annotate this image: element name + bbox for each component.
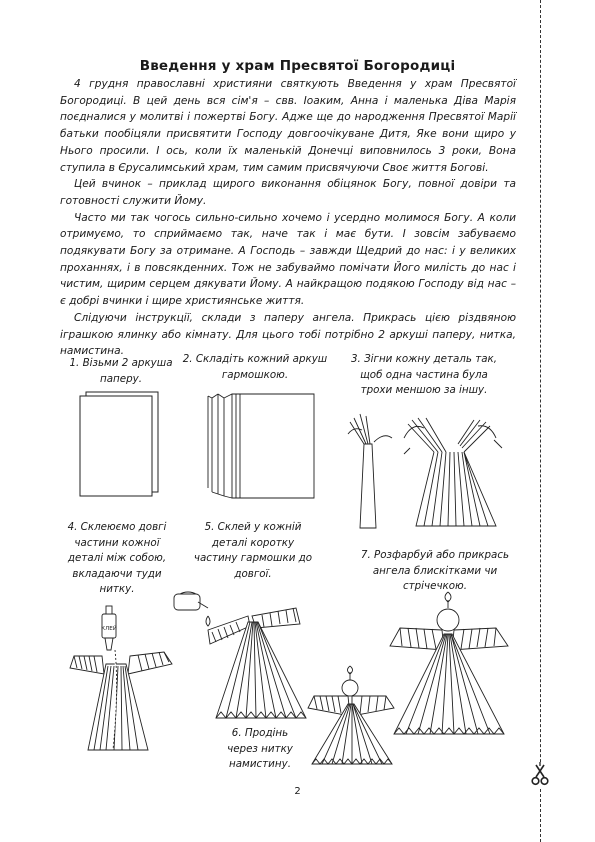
step-5-caption: 5. Склей у кожній деталі коротку частину гармошки до довгої.: [193, 521, 313, 580]
paragraph: Слідуючи інструкції, склади з паперу ангела. Прикрась цією різдвяною іграшкою ялинку або кімнату. Для цього тобі потрібно 2 аркуші паперу, нитка, намистина.: [60, 311, 516, 358]
finished-angel-illustration: [384, 590, 514, 740]
step-3-caption: 3. Зігни кожну деталь так, щоб одна частина була трохи меншою за іншу.: [350, 353, 498, 396]
step-4-caption: 4. Склеюємо довгі частини кожної деталі між собою, вкладаючи туди нитку.: [67, 521, 167, 595]
step-7-caption: 7. Розфарбуй або прикрась ангела блискітками чи стрічечкою.: [360, 549, 510, 592]
page-number: 2: [294, 786, 301, 797]
article-text: [60, 76, 516, 360]
step-1-caption: 1. Візьми 2 аркуша паперу.: [69, 357, 173, 385]
step-2-caption: 2. Складіть кожний аркуш гармошкою.: [182, 353, 328, 381]
folded-paper-illustration: [206, 388, 322, 503]
bending-parts-illustration: [346, 404, 522, 534]
cut-line: [540, 0, 541, 842]
paragraph: 4 грудня православні християни святкують Введення у храм Пресвятої Богородиці. В цей день вся сім'я – свв. Іоаким, Анна і маленька Діва Марія поєдналися у молитві і пожертві Богу. Адже ще до народження Пресвятої Марії батьки пообіцяли присвятити Господу довгоочікуване Дитя, Яке вони щиро у Нього просили. І ось, коли їх маленькій Донечці виповнилось 3 роки, Вона ступила в Єрусалимський храм, тим самим присвячуючи Своє життя Богові.: [60, 78, 516, 174]
step-6-caption: 6. Продінь через нитку намистину.: [227, 727, 293, 770]
glue-label: КЛЕЙ: [101, 626, 117, 632]
paragraph: Цей вчинок – приклад щирого виконання обіцянок Богу, повної довіри та готовності служити Йому.: [60, 178, 516, 207]
paper-sheets-illustration: [72, 390, 162, 500]
scissors-icon: [530, 762, 550, 788]
paragraph: Часто ми так чогось сильно-сильно хочемо і усердно молимося Богу. А коли отримуємо, то сприймаємо так, наче так і має бути. І зовсім забуваємо подякувати Богу за отримане. А Господь – завжди Щедрий до нас: і у великих проханнях, і в повсякденних. Тож не забуваймо помічати Його милість до нас і чистим, щирим серцем дякувати Йому. А найкращою подякою Господу від нас – є добрі вчинки і щире християнське життя.: [60, 211, 516, 308]
page-title: Введення у храм Пресвятої Богородиці: [139, 58, 456, 74]
